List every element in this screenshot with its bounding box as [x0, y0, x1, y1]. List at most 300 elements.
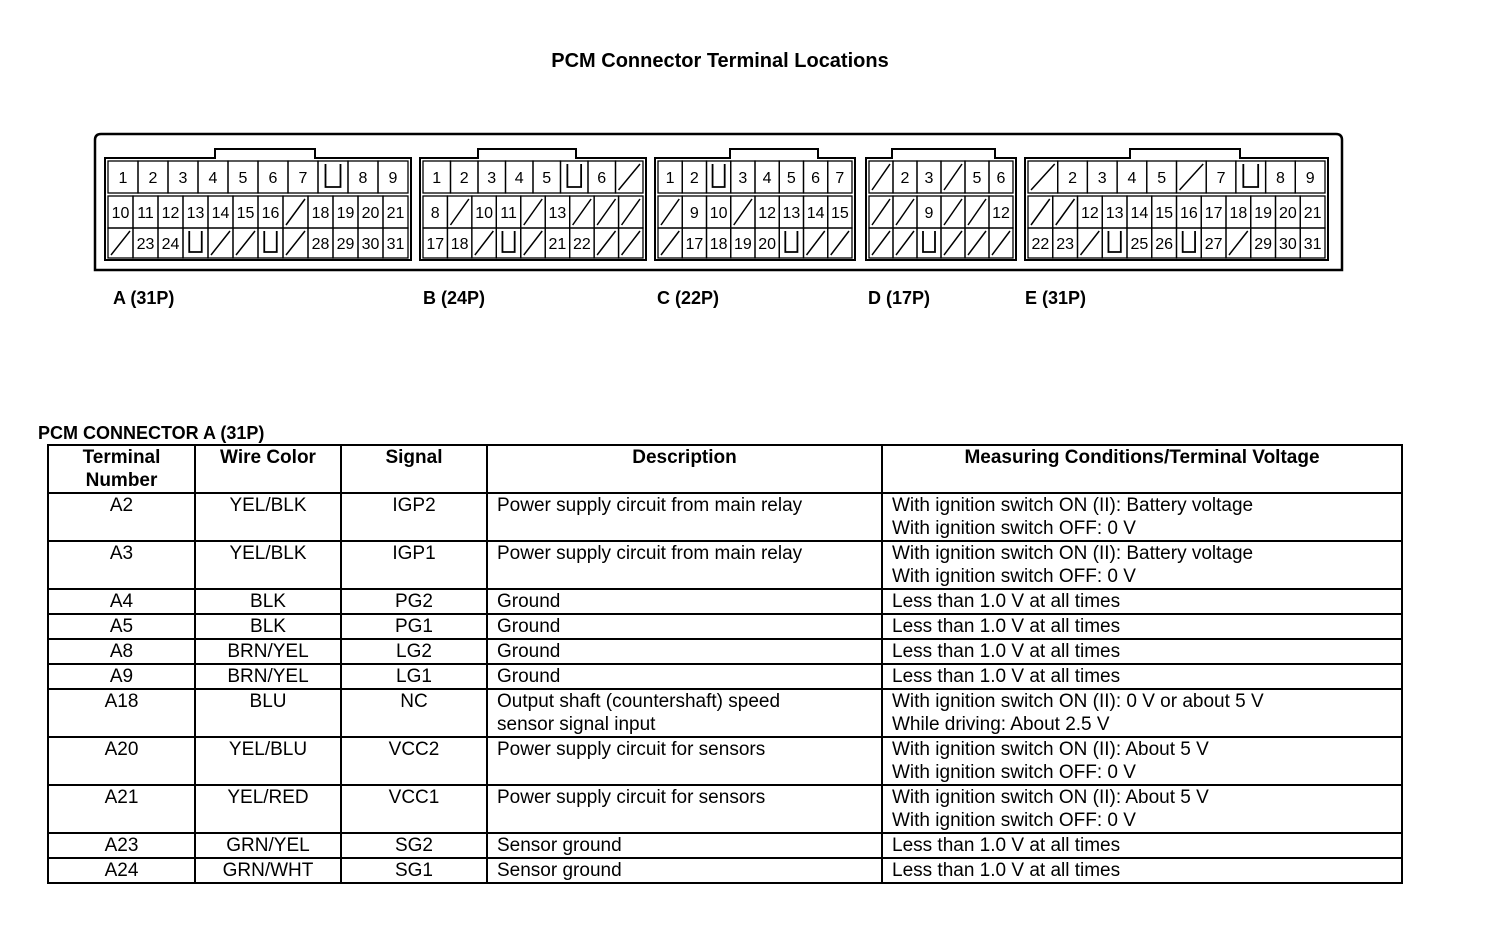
terminal-number: 4 — [208, 170, 218, 187]
terminal-cell — [1251, 228, 1276, 258]
terminal-number: 20 — [361, 205, 380, 222]
empty-terminal-slash — [968, 231, 986, 255]
conditions-cell-line: Less than 1.0 V at all times — [892, 591, 1121, 612]
empty-terminal-slash — [992, 231, 1010, 255]
terminal-cell — [682, 228, 706, 258]
empty-terminal-slash — [734, 199, 752, 225]
header-terminal-number — [48, 445, 195, 493]
terminal-number: 3 — [487, 170, 497, 187]
terminal-cell — [1058, 161, 1088, 193]
table-row — [48, 737, 1402, 785]
terminal-number-cell: A18 — [48, 689, 195, 737]
connector-e — [1025, 149, 1328, 260]
empty-terminal-slash — [807, 231, 825, 255]
conditions-cell — [882, 833, 1402, 858]
terminal-number: 5 — [542, 170, 552, 187]
empty-terminal-slash — [524, 199, 542, 225]
header-text: Number — [85, 470, 158, 491]
description-cell-line: Power supply circuit for sensors — [497, 787, 766, 808]
terminal-number: 31 — [386, 236, 405, 253]
terminal-number: 17 — [1204, 205, 1223, 222]
header-text: Wire Color — [220, 447, 316, 468]
connector-c — [655, 149, 855, 260]
description-cell-line: Power supply circuit from main relay — [497, 543, 803, 564]
terminal-cell — [208, 228, 233, 258]
terminal-number: 5 — [786, 170, 796, 187]
terminal-number: 15 — [236, 205, 255, 222]
terminal-cell — [731, 196, 755, 228]
terminal-cell — [1087, 161, 1117, 193]
conditions-cell — [882, 689, 1402, 737]
terminal-number: 4 — [1127, 170, 1137, 187]
locking-tab-notch — [785, 231, 797, 252]
connector-b-label: B (24P) — [423, 288, 486, 308]
empty-terminal-slash — [872, 231, 890, 255]
terminal-number: 18 — [450, 236, 469, 253]
signal-cell: PG2 — [341, 589, 487, 614]
empty-terminal-slash — [286, 231, 305, 255]
terminal-cell — [228, 161, 258, 193]
terminal-cell — [965, 196, 989, 228]
terminal-number-cell: A8 — [48, 639, 195, 664]
terminal-cell — [333, 228, 358, 258]
description-cell-line: Ground — [497, 591, 561, 612]
conditions-cell-line: With ignition switch OFF: 0 V — [892, 762, 1136, 783]
terminal-cell — [658, 196, 682, 228]
wire-color-cell: BRN/YEL — [195, 639, 341, 664]
empty-terminal-slash — [597, 199, 615, 225]
terminal-cell — [108, 161, 138, 193]
terminal-number: 15 — [830, 205, 849, 222]
terminal-number: 20 — [1278, 205, 1297, 222]
conditions-cell — [882, 614, 1402, 639]
terminal-cell — [828, 196, 852, 228]
empty-terminal-slash — [896, 199, 914, 225]
conditions-cell-line: With ignition switch ON (II): Battery voltage — [892, 543, 1254, 564]
terminal-number: 2 — [689, 170, 699, 187]
header-text: Description — [632, 447, 737, 468]
connector-d-label: D (17P) — [868, 288, 931, 308]
terminal-cell — [208, 196, 233, 228]
terminal-cell — [755, 228, 779, 258]
terminal-cell — [378, 161, 408, 193]
terminal-cell — [1300, 228, 1325, 258]
terminal-number: 17 — [685, 236, 704, 253]
terminal-number: 2 — [1068, 170, 1078, 187]
terminal-number: 3 — [924, 170, 934, 187]
table-header-row — [48, 445, 1402, 493]
terminal-cell — [383, 228, 408, 258]
terminal-cell — [138, 161, 168, 193]
terminal-cell — [1226, 196, 1251, 228]
terminal-number: 24 — [161, 236, 180, 253]
terminal-number: 10 — [111, 205, 130, 222]
empty-terminal-slash — [1229, 231, 1248, 255]
terminal-cell — [1201, 228, 1226, 258]
terminal-cell — [496, 196, 520, 228]
terminal-cell — [472, 196, 496, 228]
terminal-cell — [804, 196, 828, 228]
terminal-table — [47, 444, 1403, 884]
terminal-cell — [893, 196, 917, 228]
terminal-cell — [472, 228, 496, 258]
signal-cell: IGP2 — [341, 493, 487, 541]
terminal-number: 13 — [1105, 205, 1124, 222]
wire-color-cell: BLK — [195, 614, 341, 639]
description-cell-line: Power supply circuit for sensors — [497, 739, 766, 760]
terminal-number: 1 — [118, 170, 128, 187]
description-cell-line: Ground — [497, 616, 561, 637]
locking-tab-notch — [189, 231, 202, 252]
terminal-cell — [619, 228, 643, 258]
description-cell — [487, 664, 882, 689]
locking-tab-notch — [1243, 164, 1258, 187]
terminal-cell — [478, 161, 506, 193]
terminal-cell — [1177, 161, 1207, 193]
table-heading: PCM CONNECTOR A (31P) — [38, 423, 265, 443]
terminal-cell — [1028, 228, 1053, 258]
terminal-number: 13 — [548, 205, 567, 222]
terminal-cell — [779, 196, 803, 228]
wire-color-cell: GRN/YEL — [195, 833, 341, 858]
terminal-cell — [965, 228, 989, 258]
terminal-cell — [318, 161, 348, 193]
terminal-number: 21 — [1303, 205, 1322, 222]
terminal-number: 6 — [268, 170, 278, 187]
terminal-number: 3 — [1097, 170, 1107, 187]
empty-terminal-slash — [475, 231, 493, 255]
conditions-cell-line: Less than 1.0 V at all times — [892, 641, 1121, 662]
terminal-number: 12 — [161, 205, 180, 222]
locking-tab-notch — [264, 231, 277, 252]
terminal-number: 19 — [1254, 205, 1273, 222]
terminal-number: 13 — [186, 205, 205, 222]
terminal-cell — [1266, 161, 1296, 193]
terminal-cell — [658, 161, 682, 193]
terminal-number: 16 — [261, 205, 280, 222]
conditions-cell — [882, 541, 1402, 589]
terminal-cell — [1127, 196, 1152, 228]
terminal-number: 22 — [572, 236, 591, 253]
empty-terminal-slash — [661, 199, 679, 225]
signal-cell: PG1 — [341, 614, 487, 639]
terminal-number: 26 — [1155, 236, 1174, 253]
terminal-cell — [1053, 196, 1078, 228]
terminal-cell — [158, 228, 183, 258]
terminal-number: 6 — [811, 170, 821, 187]
terminal-number: 21 — [548, 236, 567, 253]
signal-cell: VCC1 — [341, 785, 487, 833]
conditions-cell — [882, 785, 1402, 833]
table-row — [48, 589, 1402, 614]
terminal-cell — [233, 228, 258, 258]
description-cell — [487, 614, 882, 639]
terminal-number: 2 — [900, 170, 910, 187]
terminal-cell — [779, 228, 803, 258]
terminal-cell — [989, 161, 1013, 193]
locking-tab-notch — [713, 164, 725, 187]
table-row — [48, 858, 1402, 883]
terminal-cell — [682, 196, 706, 228]
terminal-cell — [168, 161, 198, 193]
terminal-cell — [1276, 228, 1301, 258]
terminal-cell — [333, 196, 358, 228]
terminal-number: 5 — [972, 170, 982, 187]
terminal-number: 14 — [211, 205, 230, 222]
conditions-cell — [882, 639, 1402, 664]
table-row — [48, 689, 1402, 737]
empty-terminal-slash — [573, 199, 591, 225]
terminal-number: 30 — [1278, 236, 1297, 253]
terminal-number: 29 — [336, 236, 355, 253]
terminal-cell — [1102, 228, 1127, 258]
terminal-cell — [183, 228, 208, 258]
terminal-number: 3 — [738, 170, 748, 187]
description-cell-line: Ground — [497, 641, 561, 662]
terminal-number: 18 — [311, 205, 330, 222]
terminal-cell — [731, 161, 755, 193]
empty-terminal-slash — [944, 164, 962, 190]
terminal-number: 11 — [137, 205, 154, 222]
connector-a-label: A (31P) — [113, 288, 175, 308]
terminal-number: 18 — [1229, 205, 1248, 222]
header-wire-color — [195, 445, 341, 493]
description-cell-line: Output shaft (countershaft) speed — [497, 691, 781, 712]
wire-color-cell: YEL/RED — [195, 785, 341, 833]
terminal-cell — [1053, 228, 1078, 258]
conditions-cell — [882, 858, 1402, 883]
terminal-cell — [423, 196, 447, 228]
locking-tab-notch — [567, 164, 581, 187]
conditions-cell — [882, 664, 1402, 689]
terminal-cell — [917, 161, 941, 193]
terminal-number: 9 — [388, 170, 398, 187]
terminal-cell — [233, 196, 258, 228]
terminal-number: 7 — [298, 170, 308, 187]
empty-terminal-slash — [1031, 164, 1055, 190]
terminal-number-cell: A23 — [48, 833, 195, 858]
terminal-number: 2 — [148, 170, 158, 187]
terminal-number: 1 — [665, 170, 675, 187]
terminal-cell — [1127, 228, 1152, 258]
terminal-cell — [588, 161, 616, 193]
terminal-cell — [545, 196, 569, 228]
conditions-cell-line: With ignition switch OFF: 0 V — [892, 518, 1136, 539]
terminal-cell — [308, 228, 333, 258]
table-row — [48, 833, 1402, 858]
terminal-number: 8 — [430, 205, 440, 222]
terminal-number-cell: A9 — [48, 664, 195, 689]
description-cell-line: Sensor ground — [497, 835, 622, 856]
description-cell — [487, 541, 882, 589]
terminal-number: 19 — [733, 236, 752, 253]
terminal-number-cell: A3 — [48, 541, 195, 589]
terminal-cell — [707, 228, 731, 258]
conditions-cell-line: With ignition switch ON (II): About 5 V — [892, 787, 1209, 808]
terminal-cell — [258, 228, 283, 258]
conditions-cell-line: Less than 1.0 V at all times — [892, 835, 1121, 856]
table-row — [48, 664, 1402, 689]
terminal-cell — [941, 196, 965, 228]
locking-tab-notch — [1108, 231, 1120, 252]
terminal-cell — [358, 196, 383, 228]
terminal-number-cell: A20 — [48, 737, 195, 785]
terminal-cell — [869, 196, 893, 228]
terminal-cell — [1117, 161, 1147, 193]
description-cell — [487, 589, 882, 614]
empty-terminal-slash — [968, 199, 986, 225]
terminal-number: 6 — [597, 170, 607, 187]
conditions-cell-line: Less than 1.0 V at all times — [892, 616, 1121, 637]
terminal-cell — [731, 228, 755, 258]
terminal-number: 16 — [1179, 205, 1198, 222]
empty-terminal-slash — [661, 231, 679, 255]
terminal-number: 19 — [336, 205, 355, 222]
terminal-cell — [447, 196, 471, 228]
terminal-number: 9 — [924, 205, 934, 222]
wire-color-cell: BLU — [195, 689, 341, 737]
signal-cell: IGP1 — [341, 541, 487, 589]
header-measuring-conditions — [882, 445, 1402, 493]
conditions-cell-line: With ignition switch ON (II): 0 V or about 5 V — [892, 691, 1264, 712]
terminal-cell — [258, 196, 283, 228]
table-row — [48, 639, 1402, 664]
terminal-cell — [308, 196, 333, 228]
terminal-cell — [893, 228, 917, 258]
terminal-cell — [1300, 196, 1325, 228]
terminal-number: 8 — [358, 170, 368, 187]
terminal-cell — [198, 161, 228, 193]
terminal-cell — [893, 161, 917, 193]
terminal-cell — [348, 161, 378, 193]
terminal-number: 17 — [426, 236, 445, 253]
terminal-cell — [804, 228, 828, 258]
empty-terminal-slash — [831, 231, 849, 255]
empty-terminal-slash — [1081, 231, 1100, 255]
terminal-cell — [779, 161, 803, 193]
terminal-number: 29 — [1254, 236, 1273, 253]
terminal-number-cell: A4 — [48, 589, 195, 614]
terminal-number: 5 — [1157, 170, 1167, 187]
terminal-table-wrapper — [47, 444, 1401, 884]
signal-cell: LG2 — [341, 639, 487, 664]
header-text: Terminal — [82, 447, 161, 468]
terminal-cell — [1251, 196, 1276, 228]
description-cell-line: Power supply circuit from main relay — [497, 495, 803, 516]
terminal-number: 31 — [1303, 236, 1322, 253]
terminal-cell — [383, 196, 408, 228]
terminal-number: 13 — [782, 205, 801, 222]
terminal-cell — [619, 196, 643, 228]
locking-tab-notch — [923, 231, 935, 252]
wire-color-cell: YEL/BLK — [195, 493, 341, 541]
connector-b — [420, 149, 646, 260]
table-row — [48, 541, 1402, 589]
terminal-cell — [1028, 161, 1058, 193]
terminal-cell — [1152, 228, 1177, 258]
description-cell — [487, 639, 882, 664]
terminal-number: 21 — [386, 205, 405, 222]
signal-cell: SG2 — [341, 833, 487, 858]
terminal-cell — [561, 161, 589, 193]
terminal-number-cell: A5 — [48, 614, 195, 639]
table-row — [48, 614, 1402, 639]
terminal-number: 12 — [1080, 205, 1099, 222]
terminal-number: 2 — [459, 170, 469, 187]
terminal-cell — [869, 228, 893, 258]
terminal-number: 20 — [758, 236, 777, 253]
table-row — [48, 493, 1402, 541]
terminal-cell — [658, 228, 682, 258]
terminal-number: 25 — [1130, 236, 1149, 253]
terminal-number: 9 — [689, 205, 699, 222]
terminal-number: 12 — [758, 205, 777, 222]
terminal-cell — [521, 196, 545, 228]
terminal-cell — [1102, 196, 1127, 228]
connector-c-label: C (22P) — [657, 288, 720, 308]
empty-terminal-slash — [1180, 164, 1204, 190]
conditions-cell-line: With ignition switch ON (II): Battery voltage — [892, 495, 1254, 516]
terminal-number-cell: A2 — [48, 493, 195, 541]
terminal-cell — [258, 161, 288, 193]
conditions-cell-line: With ignition switch ON (II): About 5 V — [892, 739, 1209, 760]
terminal-cell — [941, 161, 965, 193]
connector-diagram — [0, 0, 1504, 330]
terminal-cell — [133, 196, 158, 228]
wire-color-cell: YEL/BLK — [195, 541, 341, 589]
empty-terminal-slash — [872, 199, 890, 225]
conditions-cell — [882, 493, 1402, 541]
empty-terminal-slash — [236, 231, 255, 255]
locking-tab-notch — [326, 164, 341, 187]
terminal-cell — [108, 196, 133, 228]
terminal-cell — [917, 196, 941, 228]
empty-terminal-slash — [111, 231, 130, 255]
connector-d — [866, 149, 1016, 260]
wire-color-cell: YEL/BLU — [195, 737, 341, 785]
terminal-cell — [1177, 196, 1202, 228]
terminal-cell — [707, 196, 731, 228]
terminal-number: 10 — [709, 205, 728, 222]
terminal-cell — [755, 196, 779, 228]
terminal-number: 1 — [432, 170, 442, 187]
terminal-cell — [828, 161, 852, 193]
header-signal — [341, 445, 487, 493]
terminal-cell — [570, 228, 594, 258]
empty-terminal-slash — [944, 199, 962, 225]
conditions-cell-line: With ignition switch OFF: 0 V — [892, 566, 1136, 587]
terminal-number-cell: A21 — [48, 785, 195, 833]
terminal-cell — [1147, 161, 1177, 193]
terminal-cell — [533, 161, 561, 193]
empty-terminal-slash — [211, 231, 230, 255]
description-cell — [487, 785, 882, 833]
terminal-number: 23 — [1056, 236, 1075, 253]
terminal-cell — [828, 228, 852, 258]
terminal-cell — [283, 228, 308, 258]
description-cell — [487, 737, 882, 785]
terminal-number: 5 — [238, 170, 248, 187]
terminal-cell — [108, 228, 133, 258]
terminal-cell — [1206, 161, 1236, 193]
terminal-number: 4 — [762, 170, 772, 187]
terminal-cell — [545, 228, 569, 258]
terminal-number: 4 — [514, 170, 524, 187]
terminal-cell — [755, 161, 779, 193]
terminal-number: 18 — [709, 236, 728, 253]
terminal-cell — [917, 228, 941, 258]
terminal-number: 3 — [178, 170, 188, 187]
